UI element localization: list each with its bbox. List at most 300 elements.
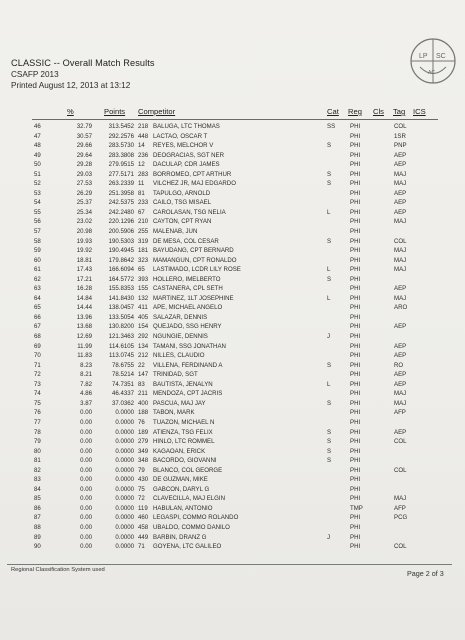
competitor-name-cell: PASCUA, MAJ JAY [153,399,206,407]
competitor-name-cell: CASTANERA, CPL SETH [153,285,223,293]
category-cell: SS [327,123,336,130]
region-cell: PHI [350,361,361,369]
tag-cell: MAJ [394,256,407,264]
competitor-name-cell: HABULAN, ANTONIO [153,504,213,512]
table-header [0,107,465,118]
points-cell: 0.0000 [115,447,134,455]
competitor-name-cell: VILCHEZ JR, MAJ EDGARDO [153,180,236,188]
region-cell: PHI [350,399,361,407]
competitor-number-cell: 449 [138,533,149,541]
tag-cell: MAJ [394,218,407,226]
competitor-name-cell: BACORDO, GIOVANNI [153,457,217,465]
tag-cell: COL [394,237,407,245]
competitor-name-cell: DE MESA, COL CESAR [153,237,219,245]
competitor-number-cell: 75 [138,485,145,493]
place-cell: 62 [34,275,41,283]
logo-letters-left: LP [419,53,428,60]
competitor-number-cell: 430 [138,476,149,484]
percent-cell: 32.79 [76,123,92,130]
tag-cell: AEP [394,342,407,350]
competitor-name-cell: VILLENA, FERDINAND A [153,361,223,369]
percent-cell: 12.69 [76,333,92,341]
category-cell: S [327,457,332,465]
header-tag: Tag [393,107,406,116]
percent-cell: 19.92 [76,247,92,255]
place-cell: 75 [34,399,41,407]
competitor-number-cell: 210 [138,218,149,226]
points-cell: 283.5730 [108,142,134,150]
region-cell: PHI [350,342,361,350]
percent-cell: 0.00 [80,523,92,531]
table-row [0,475,465,485]
place-cell: 68 [34,333,41,341]
footer-classification-note: Regional Classification System used [11,567,105,573]
footer-divider [7,564,452,565]
competitor-name-cell: TRINIDAD, SGT [153,371,198,379]
tag-cell: AEP [394,161,407,169]
table-row [0,246,465,256]
tag-cell: MAJ [394,294,407,302]
competitor-number-cell: 400 [138,399,149,407]
place-cell: 81 [34,457,41,465]
place-cell: 53 [34,189,41,197]
table-row [0,485,465,495]
table-row [0,351,465,361]
place-cell: 65 [34,304,41,312]
results-table-body [0,122,465,552]
region-cell: PHI [350,266,361,274]
table-row [0,389,465,399]
table-row [0,208,465,218]
competitor-number-cell: 393 [138,275,149,283]
tag-cell: ARO [394,304,408,312]
header-category: Cat [327,107,339,116]
region-cell: PHI [350,247,361,255]
table-row [0,408,465,418]
competitor-number-cell: 292 [138,333,149,341]
points-cell: 133.5054 [108,313,134,321]
percent-cell: 4.86 [80,390,92,398]
percent-cell: 29.66 [76,142,92,150]
table-row [0,141,465,151]
table-row [0,170,465,180]
competitor-name-cell: LEGASPI, COMMO ROLANDO [153,514,239,522]
competitor-number-cell: 236 [138,151,149,159]
table-row [0,332,465,342]
points-cell: 283.3808 [108,151,134,159]
place-cell: 54 [34,199,41,207]
competitor-name-cell: BAYUDANG, CPT BERNARD [153,247,234,255]
place-cell: 66 [34,313,41,321]
competitor-name-cell: BLANCO, COL GEORGE [153,466,223,474]
report-title: CLASSIC -- Overall Match Results [11,58,155,68]
points-cell: 263.2339 [108,180,134,188]
region-cell: PHI [350,523,361,531]
competitor-name-cell: TUAZON, MICHAEL N [153,418,215,426]
percent-cell: 13.68 [76,323,92,331]
points-cell: 0.0000 [115,514,134,522]
competitor-name-cell: DEOGRACIAS, SGT NER [153,151,224,159]
region-cell: PHI [350,390,361,398]
tag-cell: AEP [394,352,407,360]
competitor-name-cell: BALUGA, LTC THOMAS [153,123,220,130]
table-row [0,284,465,294]
percent-cell: 0.00 [80,514,92,522]
category-cell: L [327,266,331,274]
page-number: Page 2 of 3 [407,569,444,578]
table-row [0,160,465,170]
points-cell: 0.0000 [115,466,134,474]
table-row [0,456,465,466]
tag-cell: COL [394,123,407,130]
region-cell: PHI [350,476,361,484]
percent-cell: 0.00 [80,409,92,417]
table-row [0,179,465,189]
category-cell: L [327,380,331,388]
competitor-number-cell: 71 [138,543,145,551]
place-cell: 74 [34,390,41,398]
points-cell: 242.2480 [108,208,134,216]
percent-cell: 25.37 [76,199,92,207]
competitor-name-cell: TAPULGO, ARNOLD [153,189,211,197]
competitor-number-cell: 411 [138,304,148,312]
competitor-number-cell: 212 [138,352,149,360]
category-cell: S [327,142,332,150]
header-region: Reg [348,107,362,116]
points-cell: 0.0000 [115,523,134,531]
points-cell: 279.9515 [108,161,134,169]
tag-cell: RO [394,361,404,369]
place-cell: 63 [34,285,41,293]
tag-cell: MAJ [394,180,407,188]
points-cell: 155.8353 [108,285,134,293]
table-row [0,275,465,285]
category-cell: S [327,180,332,188]
tag-cell: PNP [394,142,407,150]
competitor-name-cell: BAUTISTA, JENALYN [153,380,213,388]
tag-cell: MAJ [394,390,407,398]
region-cell: PHI [350,447,361,455]
competitor-name-cell: REYES, MELCHOR V [153,142,214,150]
tag-cell: AEP [394,285,407,293]
region-cell: PHI [350,352,361,360]
competitor-name-cell: CLAVECILLA, MAJ ELGIN [153,495,226,503]
region-cell: PHI [350,218,361,226]
percent-cell: 0.00 [80,438,92,446]
competitor-number-cell: 458 [138,523,149,531]
percent-cell: 27.53 [76,180,92,188]
region-cell: PHI [350,438,361,446]
points-cell: 0.0000 [115,533,134,541]
competitor-name-cell: ATIENZA, TSG FELIX [153,428,213,436]
place-cell: 77 [34,418,41,426]
competitor-name-cell: LACTAO, OSCAR T [153,132,208,140]
place-cell: 57 [34,228,41,236]
percent-cell: 29.03 [76,170,92,178]
competitor-name-cell: HOLLERO, IMELBERTO [153,275,221,283]
competitor-name-cell: HINLO, LTC ROMMEL [153,438,215,446]
percent-cell: 26.29 [76,189,92,197]
header-points: Points [104,107,126,116]
points-cell: 78.6755 [111,361,134,369]
category-cell: J [327,333,331,341]
points-cell: 0.0000 [115,428,134,436]
tag-cell: AEP [394,428,407,436]
points-cell: 277.5171 [108,170,134,178]
category-cell: S [327,237,332,245]
region-cell: PHI [350,333,361,341]
region-cell: PHI [350,543,361,551]
region-cell: PHI [350,294,361,302]
competitor-name-cell: DE GUZMAN, MIKE [153,476,208,484]
region-cell: PHI [350,142,361,150]
table-row [0,399,465,409]
competitor-number-cell: 119 [138,504,148,512]
points-cell: 0.0000 [115,418,134,426]
region-cell: PHI [350,208,361,216]
competitor-name-cell: CAROLASAN, TSG NELIA [153,208,226,216]
competitor-number-cell: 233 [138,199,149,207]
competitor-name-cell: BARBIN, DRANZ G [153,533,207,541]
category-cell: S [327,447,332,455]
category-cell: S [327,438,332,446]
percent-cell: 7.82 [80,380,92,388]
percent-cell: 14.84 [76,294,92,302]
percent-cell: 30.57 [76,132,92,140]
percent-cell: 0.00 [80,418,92,426]
table-row [0,294,465,304]
points-cell: 164.5772 [108,275,134,283]
competitor-name-cell: DACULAP, CDR JAMES [153,161,220,169]
place-cell: 89 [34,533,41,541]
region-cell: PHI [350,170,361,178]
percent-cell: 0.00 [80,495,92,503]
competitor-number-cell: 181 [138,247,149,255]
competitor-name-cell: LASTIMADO, LCDR LILY ROSE [153,266,241,274]
competitor-number-cell: 218 [138,123,149,130]
competitor-name-cell: GOYENA, LTC GALILEO [153,543,222,551]
competitor-number-cell: 79 [138,466,145,474]
points-cell: 0.0000 [115,476,134,484]
percent-cell: 0.00 [80,504,92,512]
competitor-number-cell: 83 [138,380,145,388]
percent-cell: 13.96 [76,313,92,321]
percent-cell: 16.28 [76,285,92,293]
table-row [0,418,465,428]
competitor-name-cell: NILLES, CLAUDIO [153,352,205,360]
place-cell: 86 [34,504,41,512]
competitor-name-cell: MALENAB, JUN [153,228,198,236]
competitor-name-cell: BORROMEO, CPT ARTHUR [153,170,232,178]
competitor-number-cell: 11 [138,180,145,188]
category-cell: J [327,533,331,541]
competitor-number-cell: 448 [138,132,149,140]
percent-cell: 29.64 [76,151,92,159]
competitor-number-cell: 12 [138,161,145,169]
competitor-name-cell: MENDOZA, CPT JACRIS [153,390,223,398]
region-cell: PHI [350,256,361,264]
percent-cell: 0.00 [80,466,92,474]
percent-cell: 19.93 [76,237,92,245]
region-cell: PHI [350,371,361,379]
printed-timestamp: Printed August 12, 2013 at 13:12 [11,81,131,90]
percent-cell: 29.28 [76,161,92,169]
competitor-name-cell: SALAZAR, DENNIS [153,313,208,321]
tag-cell: COL [394,543,407,551]
competitor-name-cell: QUEJADO, SSG HENRY [153,323,222,331]
points-cell: 251.3958 [108,189,134,197]
competitor-number-cell: 349 [138,447,149,455]
competitor-number-cell: 155 [138,285,149,293]
points-cell: 242.5375 [108,199,134,207]
competitor-number-cell: 460 [138,514,149,522]
table-row [0,428,465,438]
region-cell: PHI [350,123,361,130]
place-cell: 61 [34,266,41,274]
region-cell: TMP [350,504,363,512]
points-cell: 0.0000 [115,543,134,551]
tag-cell: AEP [394,380,407,388]
table-row [0,303,465,313]
percent-cell: 11.99 [77,342,92,350]
competitor-name-cell: MAMANGUN, CPT RONALDO [153,256,237,264]
points-cell: 138.0457 [108,304,134,312]
table-row [0,361,465,371]
table-row [0,447,465,457]
competitor-number-cell: 134 [138,342,149,350]
table-row [0,523,465,533]
points-cell: 46.4337 [111,390,134,398]
region-cell: PHI [350,485,361,493]
competitor-number-cell: 147 [138,371,149,379]
competitor-name-cell: TABON, MARK [153,409,195,417]
competitor-name-cell: UBALDO, COMMO DANILO [153,523,230,531]
percent-cell: 18.81 [76,256,92,264]
points-cell: 0.0000 [115,457,134,465]
place-cell: 70 [34,352,41,360]
tag-cell: MAJ [394,495,407,503]
tag-cell: PCG [394,514,408,522]
points-cell: 121.3463 [108,333,134,341]
competitor-name-cell: TAMANI, SSG JONATHAN [153,342,226,350]
table-row [0,513,465,523]
region-cell: PHI [350,199,361,207]
competitor-name-cell: KAGAOAN, ERICK [153,447,206,455]
competitor-name-cell: CAYTON, CPT RYAN [153,218,212,226]
competitor-number-cell: 65 [138,266,145,274]
points-cell: 130.8200 [108,323,134,331]
competitor-number-cell: 188 [138,409,149,417]
header-competitor: Competitor [138,107,176,116]
place-cell: 88 [34,523,41,531]
points-cell: 74.7351 [111,380,134,388]
table-row [0,342,465,352]
region-cell: PHI [350,466,361,474]
percent-cell: 0.00 [80,485,92,493]
report-subtitle: CSAFP 2013 [11,70,59,79]
place-cell: 73 [34,380,41,388]
place-cell: 76 [34,409,41,417]
table-row [0,227,465,237]
percent-cell: 0.00 [80,447,92,455]
tag-cell: AEP [394,151,407,159]
place-cell: 56 [34,218,41,226]
place-cell: 90 [34,543,41,551]
header-percent: % [67,107,74,116]
points-cell: 166.6094 [108,266,134,274]
region-cell: PHI [350,418,361,426]
region-cell: PHI [350,380,361,388]
points-cell: 292.2576 [108,132,134,140]
table-row [0,256,465,266]
place-cell: 55 [34,208,41,216]
competitor-number-cell: 72 [138,495,145,503]
category-cell: S [327,399,332,407]
table-row [0,198,465,208]
tag-cell: MAJ [394,247,407,255]
place-cell: 60 [34,256,41,264]
region-cell: PHI [350,237,361,245]
table-row [0,370,465,380]
tag-cell: AEP [394,371,407,379]
competitor-number-cell: 154 [138,323,149,331]
region-cell: PHI [350,409,361,417]
place-cell: 52 [34,180,41,188]
tag-cell: MAJ [394,170,407,178]
competitor-name-cell: CAILO, TSG MISAEL [153,199,212,207]
logo-letters-right: SC [436,53,446,60]
region-cell: PHI [350,457,361,465]
points-cell: 0.0000 [115,495,134,503]
competitor-number-cell: 279 [138,438,149,446]
tag-cell: AEP [394,323,407,331]
points-cell: 313.5452 [108,123,134,130]
region-cell: PHI [350,313,361,321]
percent-cell: 17.21 [76,275,92,283]
competitor-number-cell: 283 [138,170,149,178]
place-cell: 51 [34,170,41,178]
table-row [0,217,465,227]
region-cell: PHI [350,151,361,159]
competitor-number-cell: 81 [138,189,145,197]
place-cell: 79 [34,438,41,446]
points-cell: 0.0000 [115,409,134,417]
tag-cell: AEP [394,208,407,216]
percent-cell: 14.44 [76,304,92,312]
points-cell: 179.8642 [108,256,134,264]
place-cell: 80 [34,447,41,455]
place-cell: 71 [34,361,41,369]
region-cell: PHI [350,180,361,188]
percent-cell: 17.43 [76,266,92,274]
competitor-number-cell: 67 [138,208,145,216]
category-cell: S [327,275,332,283]
tag-cell: AFP [394,504,406,512]
place-cell: 85 [34,495,41,503]
category-cell: S [327,361,332,369]
competitor-number-cell: 22 [138,361,145,369]
competitor-number-cell: 76 [138,418,145,426]
points-cell: 200.5906 [108,228,134,236]
region-cell: PHI [350,285,361,293]
region-cell: PHI [350,304,361,312]
place-cell: 58 [34,237,41,245]
ipsc-shield-logo-icon [408,36,458,86]
header-class: Cls [373,107,384,116]
region-cell: PHI [350,161,361,169]
table-row [0,122,465,132]
table-row [0,322,465,332]
